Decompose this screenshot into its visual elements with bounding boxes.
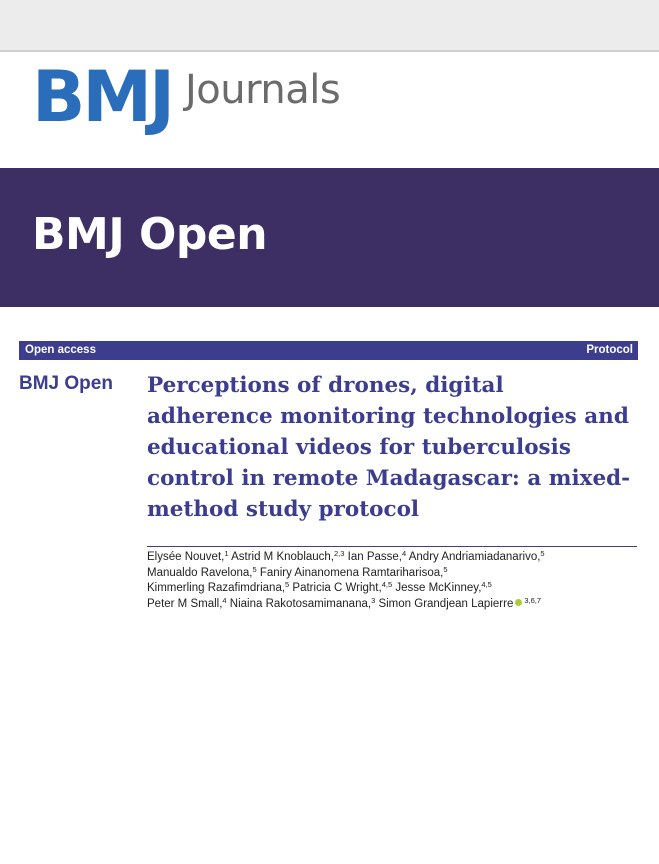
article-title: Perceptions of drones, digital adherence monitoring technologies and educational videos for tuberculosis control in remote Madagascar: a mixed-method study protocol (147, 373, 631, 522)
author-name[interactable]: Andry Andriamiadanarivo, (408, 551, 541, 563)
author-name[interactable]: Patricia C Wright, (292, 582, 382, 594)
author-name[interactable]: Kimmerling Razafimdriana, (147, 582, 286, 594)
author-affiliation: 1 (224, 549, 229, 558)
title-divider (147, 546, 637, 547)
author-affiliation: 5 (285, 580, 290, 589)
author-affiliation: 4,5 (481, 580, 492, 589)
orcid-icon[interactable] (515, 599, 522, 606)
author-name[interactable]: Elysée Nouvet, (147, 551, 225, 563)
author-affiliation: 2,3 (334, 549, 345, 558)
author-affiliation: 5 (252, 564, 257, 574)
bmj-logo-mark: BMJ (32, 56, 173, 138)
author-name[interactable]: Ian Passe, (347, 551, 402, 563)
journals-logo-text: Journals (185, 67, 341, 113)
author-affiliation: 5 (443, 564, 448, 574)
author-affiliation: 3,6,7 (524, 595, 542, 605)
author-affiliation: 3 (371, 595, 376, 605)
article-type-bar (19, 341, 638, 360)
author-name[interactable]: Simon Grandjean Lapierre (378, 597, 514, 610)
author-affiliation: 5 (540, 549, 545, 558)
author-name[interactable]: Niaina Rakotosamimanana, (229, 597, 372, 610)
journal-title: BMJ Open (32, 209, 268, 260)
author-name[interactable]: Astrid M Knoblauch, (231, 551, 335, 563)
bmj-journals-logo[interactable] (32, 56, 362, 154)
side-journal-brand: BMJ Open (19, 373, 113, 394)
author-name[interactable]: Manualdo Ravelona, (147, 566, 253, 579)
author-list (147, 550, 637, 612)
author-name[interactable]: Faniry Ainanomena Ramtariharisoa, (259, 566, 444, 579)
author-name[interactable]: Peter M Small, (147, 597, 223, 610)
top-gray-bar (0, 0, 659, 52)
author-affiliation: 4 (222, 595, 227, 605)
author-affiliation: 4 (402, 549, 407, 558)
open-access-label: Open access (25, 344, 96, 356)
author-affiliation: 4,5 (381, 580, 393, 589)
author-name[interactable]: Jesse McKinney, (395, 582, 482, 594)
article-type-label: Protocol (586, 344, 633, 356)
